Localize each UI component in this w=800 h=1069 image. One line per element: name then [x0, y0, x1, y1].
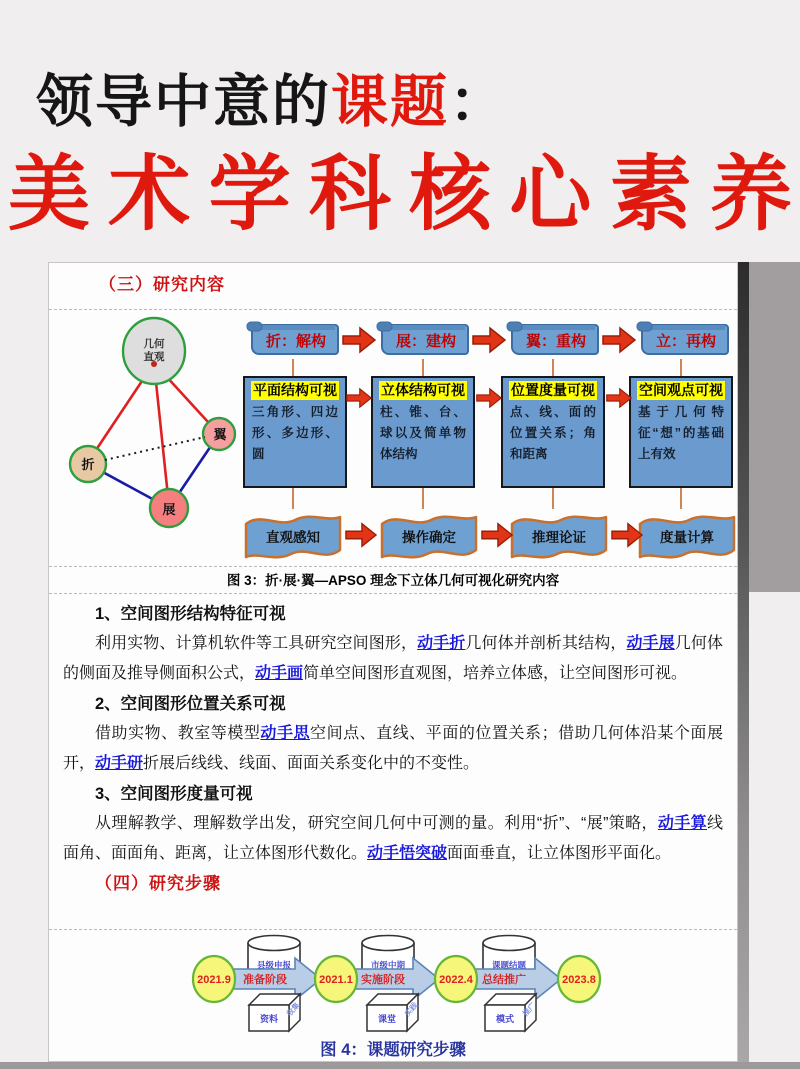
flow-arrow-icon [611, 521, 643, 549]
cylinder-label: 县级申报 [256, 960, 292, 970]
box-body: 点、线、面的位置关系；角和距离 [510, 405, 596, 461]
process-banner-2 [379, 509, 479, 565]
hands-on-term: 动手画 [255, 665, 304, 682]
box-body: 三角形、四边形、多边形、圆 [252, 405, 338, 461]
hands-on-term: 动手展 [626, 635, 675, 652]
box-title: 位置度量可视 [511, 382, 595, 398]
title-char: 心 [509, 149, 592, 240]
text-run: 面面垂直，让立体图形平面化。 [447, 845, 672, 862]
page-edge-shadow [738, 262, 749, 1062]
phase-label: 实施阶段 [361, 974, 405, 986]
tetrahedron-diagram [57, 313, 247, 565]
cylinder-label: 课题结题 [491, 960, 527, 970]
process-label: 推理论证 [532, 530, 586, 545]
fold-label: 折 [81, 457, 95, 472]
text-run: 折展后线线、线面、面面关系变化中的不变性。 [143, 755, 480, 772]
box-side-label: 推广 [520, 1000, 538, 1018]
process-banner-1 [243, 509, 343, 565]
connector-line [680, 359, 682, 376]
milestone-label: 2021.1 [319, 974, 353, 986]
hands-on-term: 动手悟突破 [367, 845, 448, 862]
section-heading-3: 3、空间图形度量可视 [95, 785, 253, 803]
section-heading-2: 2、空间图形位置关系可视 [95, 695, 286, 713]
milestone-ellipse [558, 956, 600, 1002]
heading-colon: ： [449, 70, 508, 134]
wing-label: 翼 [213, 427, 227, 442]
box-title: 空间观点可视 [639, 382, 723, 398]
scroll-curl [385, 325, 465, 330]
flow-arrow-icon [342, 326, 376, 354]
box-body: 柱、锥、台、球以及简单物体结构 [380, 405, 466, 461]
stage-banner-1 [245, 319, 341, 359]
page-right-margin [749, 262, 800, 592]
connector-line [552, 488, 554, 509]
deliverable-box-icon [485, 994, 538, 1031]
phase-label: 总结推广 [482, 974, 526, 986]
flow-arrow-icon [476, 385, 502, 411]
figure4-caption: 图 4：课题研究步骤 [320, 1041, 466, 1059]
text-run: 几何体的侧面及推导侧面积公式， [63, 635, 723, 682]
text-run: 利用实物、计算机软件等工具研究空间图形， [95, 635, 418, 652]
hands-on-term: 动手研 [95, 755, 144, 772]
stage-label: 折：解构 [265, 333, 327, 350]
process-label: 度量计算 [660, 530, 714, 545]
title-char: 养 [709, 149, 792, 240]
figure4-timeline [49, 931, 739, 1035]
title-char: 术 [108, 149, 191, 240]
milestone-ellipse [315, 956, 357, 1002]
stage-label: 展：建构 [395, 333, 457, 350]
hands-on-term: 动手思 [260, 725, 311, 742]
paragraph-2 [63, 719, 723, 779]
page-heading [36, 56, 508, 138]
paragraph-3 [63, 809, 723, 869]
text-run: 空间点、直线、平面的位置关系；借助几何体沿某个面展开， [63, 725, 723, 772]
connector-line [422, 359, 424, 376]
main-title [8, 146, 792, 244]
milestone-ellipse [193, 956, 235, 1002]
box-front-label: 模式 [495, 1014, 515, 1024]
unfold-label: 展 [162, 502, 176, 517]
stage-label: 立：再构 [655, 333, 717, 350]
document-panel [48, 262, 738, 1062]
text-run: 借助实物、教室等模型 [95, 725, 261, 742]
box-side-label: 实践 [402, 1000, 420, 1018]
box-side-label: 收集 [284, 1000, 302, 1018]
divider [49, 929, 737, 930]
content-box-plane [243, 376, 347, 488]
flow-arrow-icon [345, 521, 377, 549]
figure3-caption: 图 3：折·展·翼—APSO 理念下立体几何可视化研究内容 [49, 566, 737, 594]
scroll-curl [645, 325, 725, 330]
scroll-tab [637, 322, 652, 331]
connector-line [292, 488, 294, 509]
box-title: 平面结构可视 [253, 382, 337, 398]
title-char: 科 [308, 149, 391, 240]
milestone-label: 2021.9 [197, 974, 231, 986]
section-heading-1: 1、空间图形结构特征可视 [95, 605, 286, 623]
paragraph-1 [63, 629, 723, 689]
scroll-tab [377, 322, 392, 331]
title-char: 核 [409, 149, 492, 240]
connector-line [680, 488, 682, 509]
content-box-view [629, 376, 733, 488]
flow-arrow-icon [472, 326, 506, 354]
apex-label-line2: 直观 [143, 351, 165, 363]
scroll-curl [255, 325, 335, 330]
heading-highlight: 课题 [331, 70, 449, 134]
milestone-ellipse [435, 956, 477, 1002]
box-title: 立体结构可视 [381, 382, 465, 398]
body-text [49, 594, 737, 899]
text-run: 简单空间图形直观图，培养立体感，让空间图形可视。 [303, 665, 688, 682]
connector-line [552, 359, 554, 376]
scroll-tab [507, 322, 522, 331]
process-label: 操作确定 [402, 530, 456, 545]
heading-prefix: 领导中意的 [36, 70, 331, 134]
stage-label: 翼：重构 [525, 333, 587, 350]
process-banner-4 [637, 509, 737, 565]
title-char: 学 [208, 149, 291, 240]
page-bottom-margin [0, 1062, 800, 1069]
hands-on-term: 动手折 [417, 635, 466, 652]
divider [49, 309, 737, 310]
milestone-label: 2022.4 [439, 974, 473, 986]
text-run: 几何体并剖析其结构， [465, 635, 627, 652]
text-run: 线面角、面面角、距离，让立体图形代数化。 [63, 815, 723, 862]
box-front-label: 课堂 [377, 1014, 397, 1024]
stage-banner-2 [375, 319, 471, 359]
flow-arrow-icon [346, 385, 372, 411]
stage-banner-3 [505, 319, 601, 359]
apex-label-line1: 几何 [143, 338, 165, 350]
section3-heading: （三）研究内容 [99, 275, 225, 294]
process-banner-3 [509, 509, 609, 565]
phase-label: 准备阶段 [243, 974, 287, 986]
process-label: 直观感知 [266, 530, 320, 545]
flow-arrow-icon [606, 385, 632, 411]
milestone-label: 2023.8 [562, 974, 596, 986]
connector-line [292, 359, 294, 376]
hidden-edge [105, 437, 205, 460]
flow-arrow-icon [602, 326, 636, 354]
box-body: 基于几何特征“想”的基础上有效 [638, 405, 724, 461]
flow-arrow-icon [481, 521, 513, 549]
deliverable-box-icon [249, 994, 302, 1031]
stage-banner-4 [635, 319, 731, 359]
hands-on-term: 动手算 [657, 815, 707, 832]
text-run: 从理解教学、理解数学出发，研究空间几何中可测的量。利用“折”、“展”策略， [95, 815, 658, 832]
title-char: 素 [609, 149, 692, 240]
content-box-solid [371, 376, 475, 488]
cylinder-label: 市级中期 [370, 960, 406, 970]
title-char: 美 [8, 149, 91, 240]
scroll-tab [247, 322, 262, 331]
connector-line [422, 488, 424, 509]
scroll-curl [515, 325, 595, 330]
box-front-label: 资料 [259, 1014, 279, 1024]
section4-heading: （四）研究步骤 [95, 874, 221, 893]
content-box-position [501, 376, 605, 488]
deliverable-box-icon [367, 994, 420, 1031]
